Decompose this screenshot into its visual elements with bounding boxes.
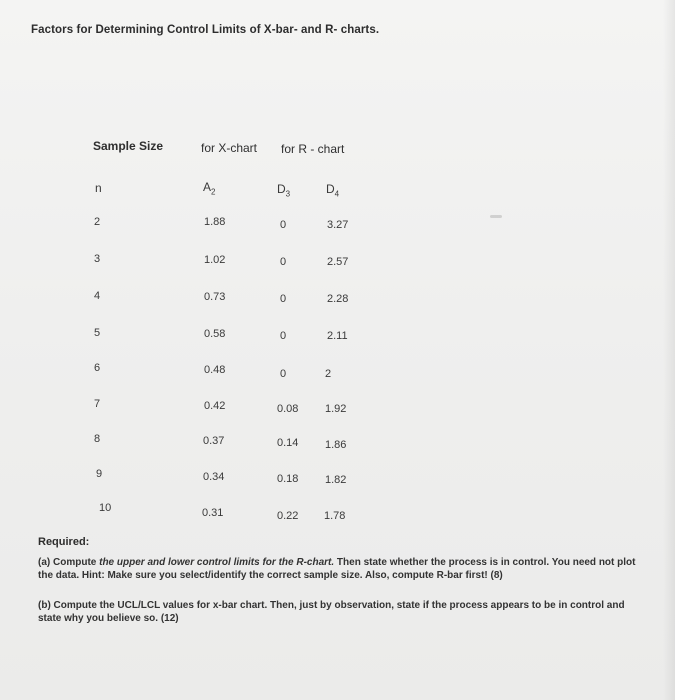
cell-d3: 0.22 xyxy=(277,510,299,522)
paper-smudge xyxy=(490,215,502,218)
cell-d4: 1.78 xyxy=(324,510,346,522)
cell-a2: 1.02 xyxy=(204,254,226,266)
question-b-line1: (b) Compute the UCL/LCL values for x-bar chart. Then, just by observation, state if the process appears to be in control and xyxy=(38,600,625,611)
symbol-d4-letter: D xyxy=(326,182,335,196)
symbol-d3-subscript: 3 xyxy=(285,189,291,199)
question-b xyxy=(38,599,658,625)
symbol-d3 xyxy=(277,182,290,198)
page-title: Factors for Determining Control Limits of X-bar- and R- charts. xyxy=(31,24,380,36)
question-a-line1 xyxy=(38,556,658,569)
cell-d3: 0.08 xyxy=(277,403,299,415)
question-a-rest: Then state whether the process is in control. You need not plot xyxy=(334,557,636,568)
symbol-a2-subscript: 2 xyxy=(211,187,216,197)
cell-d3: 0 xyxy=(280,293,287,305)
cell-d3: 0 xyxy=(280,368,287,380)
cell-a2: 0.58 xyxy=(204,328,226,340)
cell-d3: 0 xyxy=(280,256,287,268)
cell-d4: 2.57 xyxy=(327,256,349,268)
header-r-chart: for R - chart xyxy=(281,142,345,156)
cell-n: 8 xyxy=(94,433,101,445)
symbol-a2-letter: A xyxy=(203,180,212,194)
cell-n: 2 xyxy=(94,216,101,228)
required-label: Required: xyxy=(38,536,90,548)
symbol-d3-letter: D xyxy=(277,182,286,196)
question-b-line2: state why you believe so. (12) xyxy=(38,613,179,624)
cell-a2: 0.37 xyxy=(203,435,225,447)
cell-a2: 0.34 xyxy=(203,471,225,483)
cell-d4: 1.86 xyxy=(325,439,347,451)
cell-a2: 0.73 xyxy=(204,291,226,303)
cell-n: 5 xyxy=(94,327,101,339)
cell-d4: 2 xyxy=(325,368,332,380)
cell-d4: 1.82 xyxy=(325,474,347,486)
symbol-d4 xyxy=(326,182,339,198)
cell-d3: 0 xyxy=(280,330,287,342)
cell-d3: 0 xyxy=(280,219,287,231)
cell-n: 9 xyxy=(96,468,103,480)
cell-n: 10 xyxy=(99,502,112,514)
cell-d4: 2.11 xyxy=(327,330,348,342)
cell-a2: 0.42 xyxy=(204,400,226,412)
cell-d4: 1.92 xyxy=(325,403,347,415)
cell-d4: 2.28 xyxy=(327,293,349,305)
cell-a2: 0.31 xyxy=(202,507,224,519)
symbol-n: n xyxy=(95,181,102,195)
cell-n: 3 xyxy=(94,253,101,265)
cell-n: 7 xyxy=(94,398,101,410)
cell-n: 6 xyxy=(94,362,101,374)
question-a-line2: the data. Hint: Make sure you select/identify the correct sample size. Also, compute R-bar first! (8) xyxy=(38,570,503,581)
question-a-emphasis: the upper and lower control limits for the R-chart. xyxy=(99,557,335,568)
symbol-d4-subscript: 4 xyxy=(334,189,340,199)
page-edge-shadow xyxy=(663,0,675,700)
question-a xyxy=(38,556,658,582)
cell-d4: 3.27 xyxy=(327,219,349,231)
question-a-prefix: (a) Compute xyxy=(38,557,100,568)
cell-d3: 0.14 xyxy=(277,437,299,449)
cell-d3: 0.18 xyxy=(277,473,299,485)
symbol-a2 xyxy=(203,180,215,196)
header-x-chart: for X-chart xyxy=(201,141,258,155)
header-sample-size: Sample Size xyxy=(93,139,164,153)
cell-a2: 1.88 xyxy=(204,216,226,228)
cell-n: 4 xyxy=(94,290,101,302)
cell-a2: 0.48 xyxy=(204,364,226,376)
